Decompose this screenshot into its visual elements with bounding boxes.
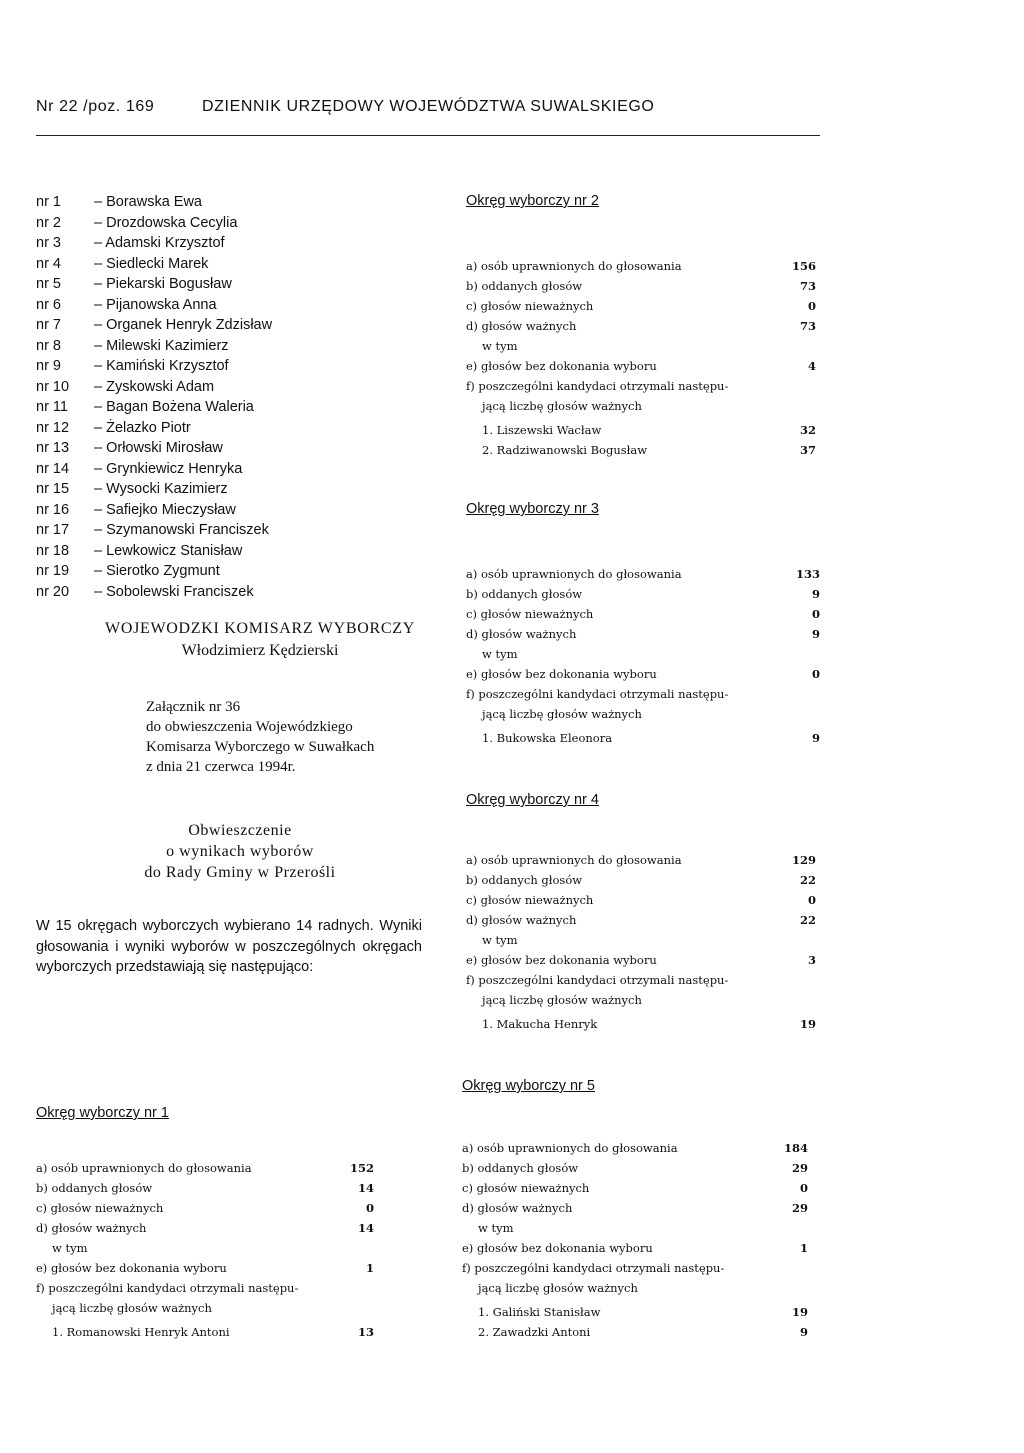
- district-2-results: [466, 256, 816, 460]
- row-candidates-label: f) poszczególni kandydaci otrzymali następu-: [466, 379, 729, 393]
- list-item: nr 14 – Grynkiewicz Henryka: [36, 460, 243, 477]
- row-eligible: a) osób uprawnionych do głosowania 156: [466, 259, 816, 273]
- list-item: nr 20 – Sobolewski Franciszek: [36, 583, 254, 600]
- list-item: nr 1 – Borawska Ewa: [36, 194, 202, 210]
- list-item: nr 5 – Piekarski Bogusław: [36, 276, 232, 292]
- list-item: nr 11 – Bagan Bożena Waleria: [36, 399, 254, 415]
- intro-paragraph: W 15 okręgach wyborczych wybierano 14 radnych. Wyniki głosowania i wyniki wyborów w poszczególnych okręgach wyborczych przedstawiają się następująco:: [36, 918, 422, 975]
- row-no-choice: e) głosów bez dokonania wyboru 1: [36, 1261, 374, 1275]
- candidate-result: 2. Radziwanowski Bogusław 37: [482, 443, 816, 457]
- row-candidates-label-cont: jącą liczbę głosów ważnych: [482, 707, 642, 721]
- row-including: w tym: [52, 1241, 88, 1255]
- candidate-result: 1. Bukowska Eleonora 9: [482, 731, 820, 745]
- district-5-title: Okręg wyborczy nr 5: [462, 1078, 595, 1094]
- row-including: w tym: [478, 1221, 514, 1235]
- list-item: nr 15 – Wysocki Kazimierz: [36, 481, 228, 497]
- journal-title: DZIENNIK URZĘDOWY WOJEWÓDZTWA SUWALSKIEGO: [202, 98, 655, 115]
- row-including: w tym: [482, 339, 518, 353]
- list-item: nr 4 – Siedlecki Marek: [36, 255, 209, 272]
- row-invalid: c) głosów nieważnych 0: [466, 893, 816, 907]
- list-item: nr 17 – Szymanowski Franciszek: [36, 522, 269, 538]
- row-no-choice: e) głosów bez dokonania wyboru 0: [466, 667, 820, 681]
- row-eligible: a) osób uprawnionych do głosowania 152: [36, 1161, 374, 1175]
- row-including: w tym: [482, 933, 518, 947]
- row-cast: b) oddanych głosów 29: [462, 1161, 808, 1175]
- row-candidates-label: f) poszczególni kandydaci otrzymali następu-: [36, 1281, 299, 1295]
- row-cast: b) oddanych głosów 9: [466, 587, 820, 601]
- row-no-choice: e) głosów bez dokonania wyboru 1: [462, 1241, 808, 1255]
- district-4-title: Okręg wyborczy nr 4: [466, 792, 599, 808]
- candidate-result: 1. Romanowski Henryk Antoni 13: [52, 1325, 374, 1339]
- row-including: w tym: [482, 647, 518, 661]
- list-item: nr 2 – Drozdowska Cecylia: [36, 214, 238, 231]
- row-candidates-label-cont: jącą liczbę głosów ważnych: [52, 1301, 212, 1315]
- row-cast: b) oddanych głosów 14: [36, 1181, 374, 1195]
- announcement-heading: Obwieszczenie o wynikach wyborów do Rady Gminy w Przerośli: [144, 822, 336, 881]
- list-item: nr 9 – Kamiński Krzysztof: [36, 358, 229, 374]
- row-candidates-label-cont: jącą liczbę głosów ważnych: [482, 993, 642, 1007]
- row-candidates-label-cont: jącą liczbę głosów ważnych: [482, 399, 642, 413]
- row-candidates-label: f) poszczególni kandydaci otrzymali następu-: [466, 687, 729, 701]
- district-4-results: [466, 850, 816, 1034]
- district-1-title: Okręg wyborczy nr 1: [36, 1105, 169, 1121]
- row-eligible: a) osób uprawnionych do głosowania 184: [462, 1141, 808, 1155]
- list-item: nr 18 – Lewkowicz Stanisław: [36, 542, 243, 559]
- candidate-result: 1. Liszewski Wacław 32: [482, 423, 816, 437]
- row-invalid: c) głosów nieważnych 0: [462, 1181, 808, 1195]
- row-invalid: c) głosów nieważnych 0: [466, 299, 816, 313]
- row-eligible: a) osób uprawnionych do głosowania 133: [466, 567, 820, 581]
- row-cast: b) oddanych głosów 73: [466, 279, 816, 293]
- signature-name: Włodzimierz Kędzierski: [181, 642, 339, 659]
- list-item: nr 16 – Safiejko Mieczysław: [36, 501, 236, 518]
- district-3-results: [466, 564, 820, 748]
- list-item: nr 7 – Organek Henryk Zdzisław: [36, 317, 273, 333]
- district-5-results: [462, 1138, 808, 1342]
- row-cast: b) oddanych głosów 22: [466, 873, 816, 887]
- header-rule: [36, 135, 820, 136]
- page-reference: Nr 22 /poz. 169: [36, 98, 155, 115]
- list-item: nr 10 – Zyskowski Adam: [36, 378, 215, 395]
- district-2-title: Okręg wyborczy nr 2: [466, 193, 599, 209]
- district-1-results: [36, 1158, 374, 1342]
- list-item: nr 3 – Adamski Krzysztof: [36, 235, 225, 251]
- candidate-result: 1. Galiński Stanisław 19: [478, 1305, 808, 1319]
- candidate-list: [36, 192, 272, 602]
- row-no-choice: e) głosów bez dokonania wyboru 3: [466, 953, 816, 967]
- row-no-choice: e) głosów bez dokonania wyboru 4: [466, 359, 816, 373]
- row-eligible: a) osób uprawnionych do głosowania 129: [466, 853, 816, 867]
- row-valid: d) głosów ważnych 14: [36, 1221, 374, 1235]
- candidate-result: 2. Zawadzki Antoni 9: [478, 1325, 808, 1339]
- list-item: nr 19 – Sierotko Zygmunt: [36, 563, 220, 579]
- district-3-title: Okręg wyborczy nr 3: [466, 501, 599, 517]
- row-valid: d) głosów ważnych 73: [466, 319, 816, 333]
- candidate-result: 1. Makucha Henryk 19: [482, 1017, 816, 1031]
- list-item: nr 12 – Żelazko Piotr: [36, 419, 191, 436]
- signature-title: WOJEWODZKI KOMISARZ WYBORCZY: [105, 620, 415, 637]
- row-candidates-label-cont: jącą liczbę głosów ważnych: [478, 1281, 638, 1295]
- list-item: nr 6 – Pijanowska Anna: [36, 296, 217, 313]
- row-candidates-label: f) poszczególni kandydaci otrzymali następu-: [466, 973, 729, 987]
- list-item: nr 13 – Orłowski Mirosław: [36, 440, 223, 456]
- signature-block: [90, 618, 430, 662]
- list-item: nr 8 – Milewski Kazimierz: [36, 337, 229, 354]
- row-valid: d) głosów ważnych 9: [466, 627, 820, 641]
- row-invalid: c) głosów nieważnych 0: [36, 1201, 374, 1215]
- row-candidates-label: f) poszczególni kandydaci otrzymali następu-: [462, 1261, 725, 1275]
- row-valid: d) głosów ważnych 29: [462, 1201, 808, 1215]
- row-valid: d) głosów ważnych 22: [466, 913, 816, 927]
- attachment-note: Załącznik nr 36 do obwieszczenia Wojewódzkiego Komisarza Wyborczego w Suwałkach z dnia 21 czerwca 1994r.: [146, 699, 375, 775]
- row-invalid: c) głosów nieważnych 0: [466, 607, 820, 621]
